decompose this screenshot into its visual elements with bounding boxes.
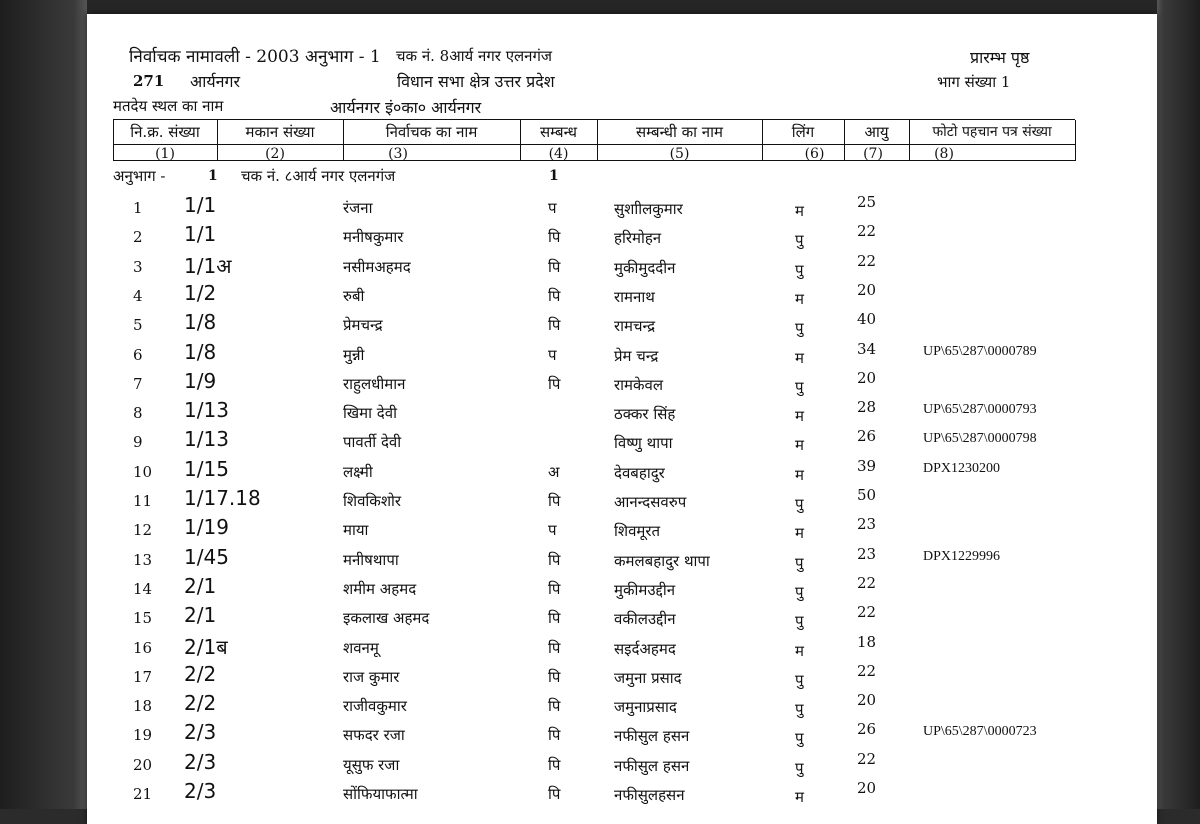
- age: 22: [857, 661, 877, 680]
- age: 23: [857, 515, 877, 534]
- elector-name: शमीम अहमद: [343, 579, 417, 598]
- gender: म: [795, 641, 804, 660]
- relation: अ: [548, 462, 560, 481]
- serial-number: 10: [133, 462, 153, 481]
- age: 22: [857, 749, 877, 768]
- polling-station-label: मतदेय स्थल का नाम: [113, 97, 224, 115]
- col-header-photo-id: फोटो पहचान पत्र संख्या: [932, 124, 1052, 140]
- age: 20: [857, 368, 877, 387]
- elector-name: राजीवकुमार: [343, 697, 407, 716]
- house-number: 1/8: [184, 339, 217, 364]
- viewer-top-strip: [0, 0, 1200, 14]
- col-header-elector-name: निर्वाचक का नाम: [385, 123, 478, 141]
- section-number: 1: [208, 168, 218, 184]
- relation: पि: [548, 286, 561, 305]
- elector-name: मनीषकुमार: [343, 228, 404, 247]
- house-number: 1/1अ: [184, 253, 232, 278]
- house-number: 1/45: [184, 544, 229, 569]
- relative-name: रामकेवल: [614, 375, 664, 394]
- age: 26: [857, 720, 877, 739]
- gender: पु: [795, 612, 804, 631]
- col-number: (6): [804, 146, 825, 162]
- house-number: 2/2: [184, 661, 217, 686]
- col-number: (3): [388, 146, 408, 162]
- elector-name: नसीमअहमद: [343, 257, 411, 276]
- house-number: 2/2: [184, 691, 217, 716]
- col-header-relation: सम्बन्ध: [540, 123, 577, 141]
- elector-name: माया: [343, 521, 369, 540]
- col-number: (4): [548, 146, 569, 162]
- relative-name: प्रेम चन्द्र: [614, 346, 659, 365]
- elector-name: राहुलधीमान: [343, 374, 406, 393]
- relation: पि: [548, 755, 561, 774]
- house-number: 1/8: [184, 310, 217, 335]
- elector-name: रंजना: [343, 199, 373, 217]
- section-count: 1: [549, 168, 559, 184]
- house-number: 1/1: [184, 222, 217, 247]
- elector-name: मनीषथापा: [343, 550, 399, 569]
- table-row: [0, 281, 1200, 310]
- relative-name: जमुना प्रसाद: [614, 668, 682, 687]
- serial-number: 18: [133, 697, 153, 716]
- table-row: [0, 340, 1200, 369]
- elector-name: पावर्ती देवी: [343, 433, 402, 452]
- house-number: 1/17.18: [184, 486, 261, 510]
- relative-name: नफीसुल हसन: [614, 727, 690, 746]
- col-header-house: मकान संख्या: [245, 123, 315, 141]
- table-row: [0, 486, 1200, 515]
- col-number: (8): [934, 146, 954, 162]
- photo-id-number: UP\65\287\0000723: [923, 724, 1037, 740]
- age: 34: [857, 339, 877, 358]
- roll-title: निर्वाचक नामावली - 2003 अनुभाग - 1: [129, 47, 381, 67]
- col-number: (5): [669, 146, 690, 162]
- section-name: चक नं. ८आर्य नगर एलनगंज: [241, 167, 396, 185]
- relation: पि: [548, 257, 561, 276]
- age: 22: [857, 222, 877, 241]
- gender: पु: [795, 670, 804, 689]
- age: 20: [857, 779, 877, 797]
- elector-name: इकलाख अहमद: [343, 609, 430, 628]
- table-row: [0, 603, 1200, 632]
- table-row: [0, 369, 1200, 398]
- house-number: 2/3: [184, 720, 217, 745]
- photo-id-number: UP\65\287\0000798: [923, 431, 1037, 447]
- relative-name: मुकीमउद्दीन: [614, 580, 676, 599]
- gender: पु: [795, 231, 804, 250]
- elector-name: शवनमू: [343, 638, 379, 657]
- table-mid-rule: [113, 144, 1075, 145]
- table-row: [0, 193, 1200, 222]
- assembly-label: विधान सभा क्षेत्र उत्तर प्रदेश: [397, 72, 555, 91]
- gender: म: [795, 788, 804, 806]
- serial-number: 15: [133, 609, 153, 628]
- serial-number: 12: [133, 521, 153, 540]
- relation: पि: [548, 550, 561, 569]
- relation: पि: [548, 228, 561, 247]
- age: 40: [857, 310, 877, 329]
- section-locality: चक नं. 8आर्य नगर एलनगंज: [396, 47, 553, 65]
- house-number: 1/13: [184, 398, 229, 423]
- serial-number: 9: [133, 433, 143, 452]
- relative-name: वकीलउद्दीन: [614, 610, 676, 629]
- age: 20: [857, 280, 877, 299]
- serial-number: 17: [133, 667, 153, 686]
- table-row: [0, 720, 1200, 749]
- photo-id-number: DPX1230200: [923, 460, 1001, 476]
- relation: पि: [548, 492, 561, 510]
- age: 20: [857, 691, 877, 710]
- elector-name: सफदर रजा: [343, 726, 405, 745]
- house-number: 2/1ब: [184, 634, 228, 659]
- relative-name: नफीसुलहसन: [614, 786, 685, 804]
- gender: पु: [795, 260, 804, 279]
- relative-name: सुशाीलकुमार: [614, 200, 683, 218]
- table-top-rule: [113, 119, 1075, 120]
- gender: म: [795, 465, 804, 484]
- gender: पु: [795, 377, 804, 396]
- gender: पु: [795, 582, 804, 601]
- photo-id-number: DPX1229996: [923, 548, 1001, 564]
- relation: प: [548, 521, 557, 540]
- gender: पु: [795, 319, 804, 338]
- house-number: 1/13: [184, 427, 229, 452]
- relative-name: सइर्दअहमद: [614, 639, 676, 658]
- age: 22: [857, 573, 877, 592]
- relation: पि: [548, 638, 561, 657]
- relative-name: देवबहादुर: [614, 463, 665, 482]
- col-header-gender: लिंग: [791, 123, 815, 141]
- start-page-label: प्रारम्भ पृष्ठ: [970, 48, 1030, 67]
- col-number: (2): [265, 146, 285, 162]
- col-number: (7): [863, 146, 883, 162]
- serial-number: 16: [133, 638, 153, 657]
- relation: प: [548, 199, 557, 217]
- relation: पि: [548, 374, 561, 393]
- part-number: भाग संख्या 1: [937, 73, 1011, 91]
- elector-name: खिमा देवी: [343, 404, 397, 423]
- table-row: [0, 427, 1200, 456]
- relative-name: रामचन्द्र: [614, 317, 656, 336]
- col-header-age: आयु: [864, 123, 889, 141]
- house-number: 2/1: [184, 603, 217, 628]
- serial-number: 20: [133, 755, 153, 774]
- serial-number: 4: [133, 286, 143, 305]
- house-number: 1/19: [184, 515, 229, 540]
- relative-name: जमुनाप्रसाद: [614, 698, 677, 717]
- relation: प: [548, 345, 557, 364]
- serial-number: 19: [133, 726, 153, 745]
- table-row: [0, 779, 1200, 808]
- relative-name: हरिमोहन: [614, 229, 662, 248]
- table-row: [0, 574, 1200, 603]
- section-label: अनुभाग -: [113, 167, 166, 185]
- relation: पि: [548, 316, 561, 335]
- age: 50: [857, 486, 877, 504]
- table-row: [0, 750, 1200, 779]
- age: 26: [857, 427, 877, 446]
- relative-name: मुकीमुददीन: [614, 258, 676, 277]
- table-row: [0, 515, 1200, 544]
- house-number: 2/3: [184, 749, 217, 774]
- table-row: [0, 662, 1200, 691]
- elector-name: प्रेमचन्द्र: [343, 316, 383, 335]
- photo-id-number: UP\65\287\0000793: [923, 402, 1037, 418]
- gender: म: [795, 202, 804, 220]
- relation: पि: [548, 697, 561, 716]
- relative-name: विष्णु थापा: [614, 434, 673, 453]
- serial-number: 14: [133, 579, 153, 598]
- house-number: 1/15: [184, 456, 229, 481]
- table-row: [0, 252, 1200, 281]
- table-row: [0, 310, 1200, 339]
- serial-number: 11: [133, 492, 153, 510]
- table-row: [0, 457, 1200, 486]
- serial-number: 6: [133, 345, 143, 364]
- table-row: [0, 545, 1200, 574]
- elector-name: मुन्नी: [343, 345, 365, 364]
- gender: म: [795, 289, 804, 308]
- gender: म: [795, 348, 804, 367]
- elector-name: शिवकिशोर: [343, 492, 402, 510]
- gender: पु: [795, 495, 804, 513]
- polling-station-name: आर्यनगर इं०का० आर्यनगर: [330, 98, 482, 117]
- elector-name: सोंफियाफात्मा: [343, 785, 418, 803]
- gender: म: [795, 407, 804, 426]
- serial-number: 13: [133, 550, 153, 569]
- serial-number: 21: [133, 785, 153, 803]
- relative-name: शिवमूरत: [614, 522, 661, 541]
- relative-name: ठक्कर सिंह: [614, 405, 676, 424]
- table-row: [0, 222, 1200, 251]
- serial-number: 3: [133, 257, 143, 276]
- relative-name: नफीसुल हसन: [614, 756, 690, 775]
- elector-name: लक्ष्मी: [343, 462, 373, 481]
- elector-name: राज कुमार: [343, 667, 400, 686]
- age: 23: [857, 544, 877, 563]
- serial-number: 8: [133, 404, 143, 423]
- serial-number: 5: [133, 316, 143, 335]
- relation: पि: [548, 726, 561, 745]
- serial-number: 2: [133, 228, 143, 247]
- table-row: [0, 633, 1200, 662]
- gender: पु: [795, 729, 804, 748]
- age: 18: [857, 632, 877, 651]
- relative-name: रामनाथ: [614, 287, 655, 306]
- age: 28: [857, 398, 877, 417]
- col-number: (1): [155, 146, 175, 162]
- relation: पि: [548, 579, 561, 598]
- house-number: 1/2: [184, 280, 217, 305]
- serial-number: 1: [133, 199, 143, 217]
- age: 22: [857, 603, 877, 622]
- constituency-code: 271: [133, 72, 165, 90]
- elector-name: रुबी: [343, 286, 365, 305]
- gender: पु: [795, 700, 804, 719]
- gender: पु: [795, 553, 804, 572]
- col-header-serial: नि.क्र. संख्या: [130, 123, 200, 141]
- gender: म: [795, 436, 804, 455]
- age: 22: [857, 251, 877, 270]
- age: 39: [857, 456, 877, 475]
- col-header-relative-name: सम्बन्धी का नाम: [636, 123, 723, 141]
- relation: पि: [548, 609, 561, 628]
- relation: पि: [548, 785, 561, 803]
- house-number: 1/1: [184, 193, 217, 217]
- house-number: 2/1: [184, 573, 217, 598]
- age: 25: [857, 193, 877, 211]
- elector-name: यूसुफ रजा: [343, 755, 400, 774]
- table-row: [0, 691, 1200, 720]
- serial-number: 7: [133, 374, 143, 393]
- house-number: 2/3: [184, 779, 217, 803]
- relation: पि: [548, 667, 561, 686]
- photo-id-number: UP\65\287\0000789: [923, 343, 1037, 359]
- gender: म: [795, 524, 804, 543]
- gender: पु: [795, 758, 804, 777]
- house-number: 1/9: [184, 368, 217, 393]
- constituency-name: आर्यनगर: [190, 72, 241, 91]
- col-divider: [1075, 120, 1076, 161]
- relative-name: कमलबहादुर थापा: [614, 551, 710, 570]
- table-row: [0, 398, 1200, 427]
- relative-name: आनन्दसवरुप: [614, 493, 687, 511]
